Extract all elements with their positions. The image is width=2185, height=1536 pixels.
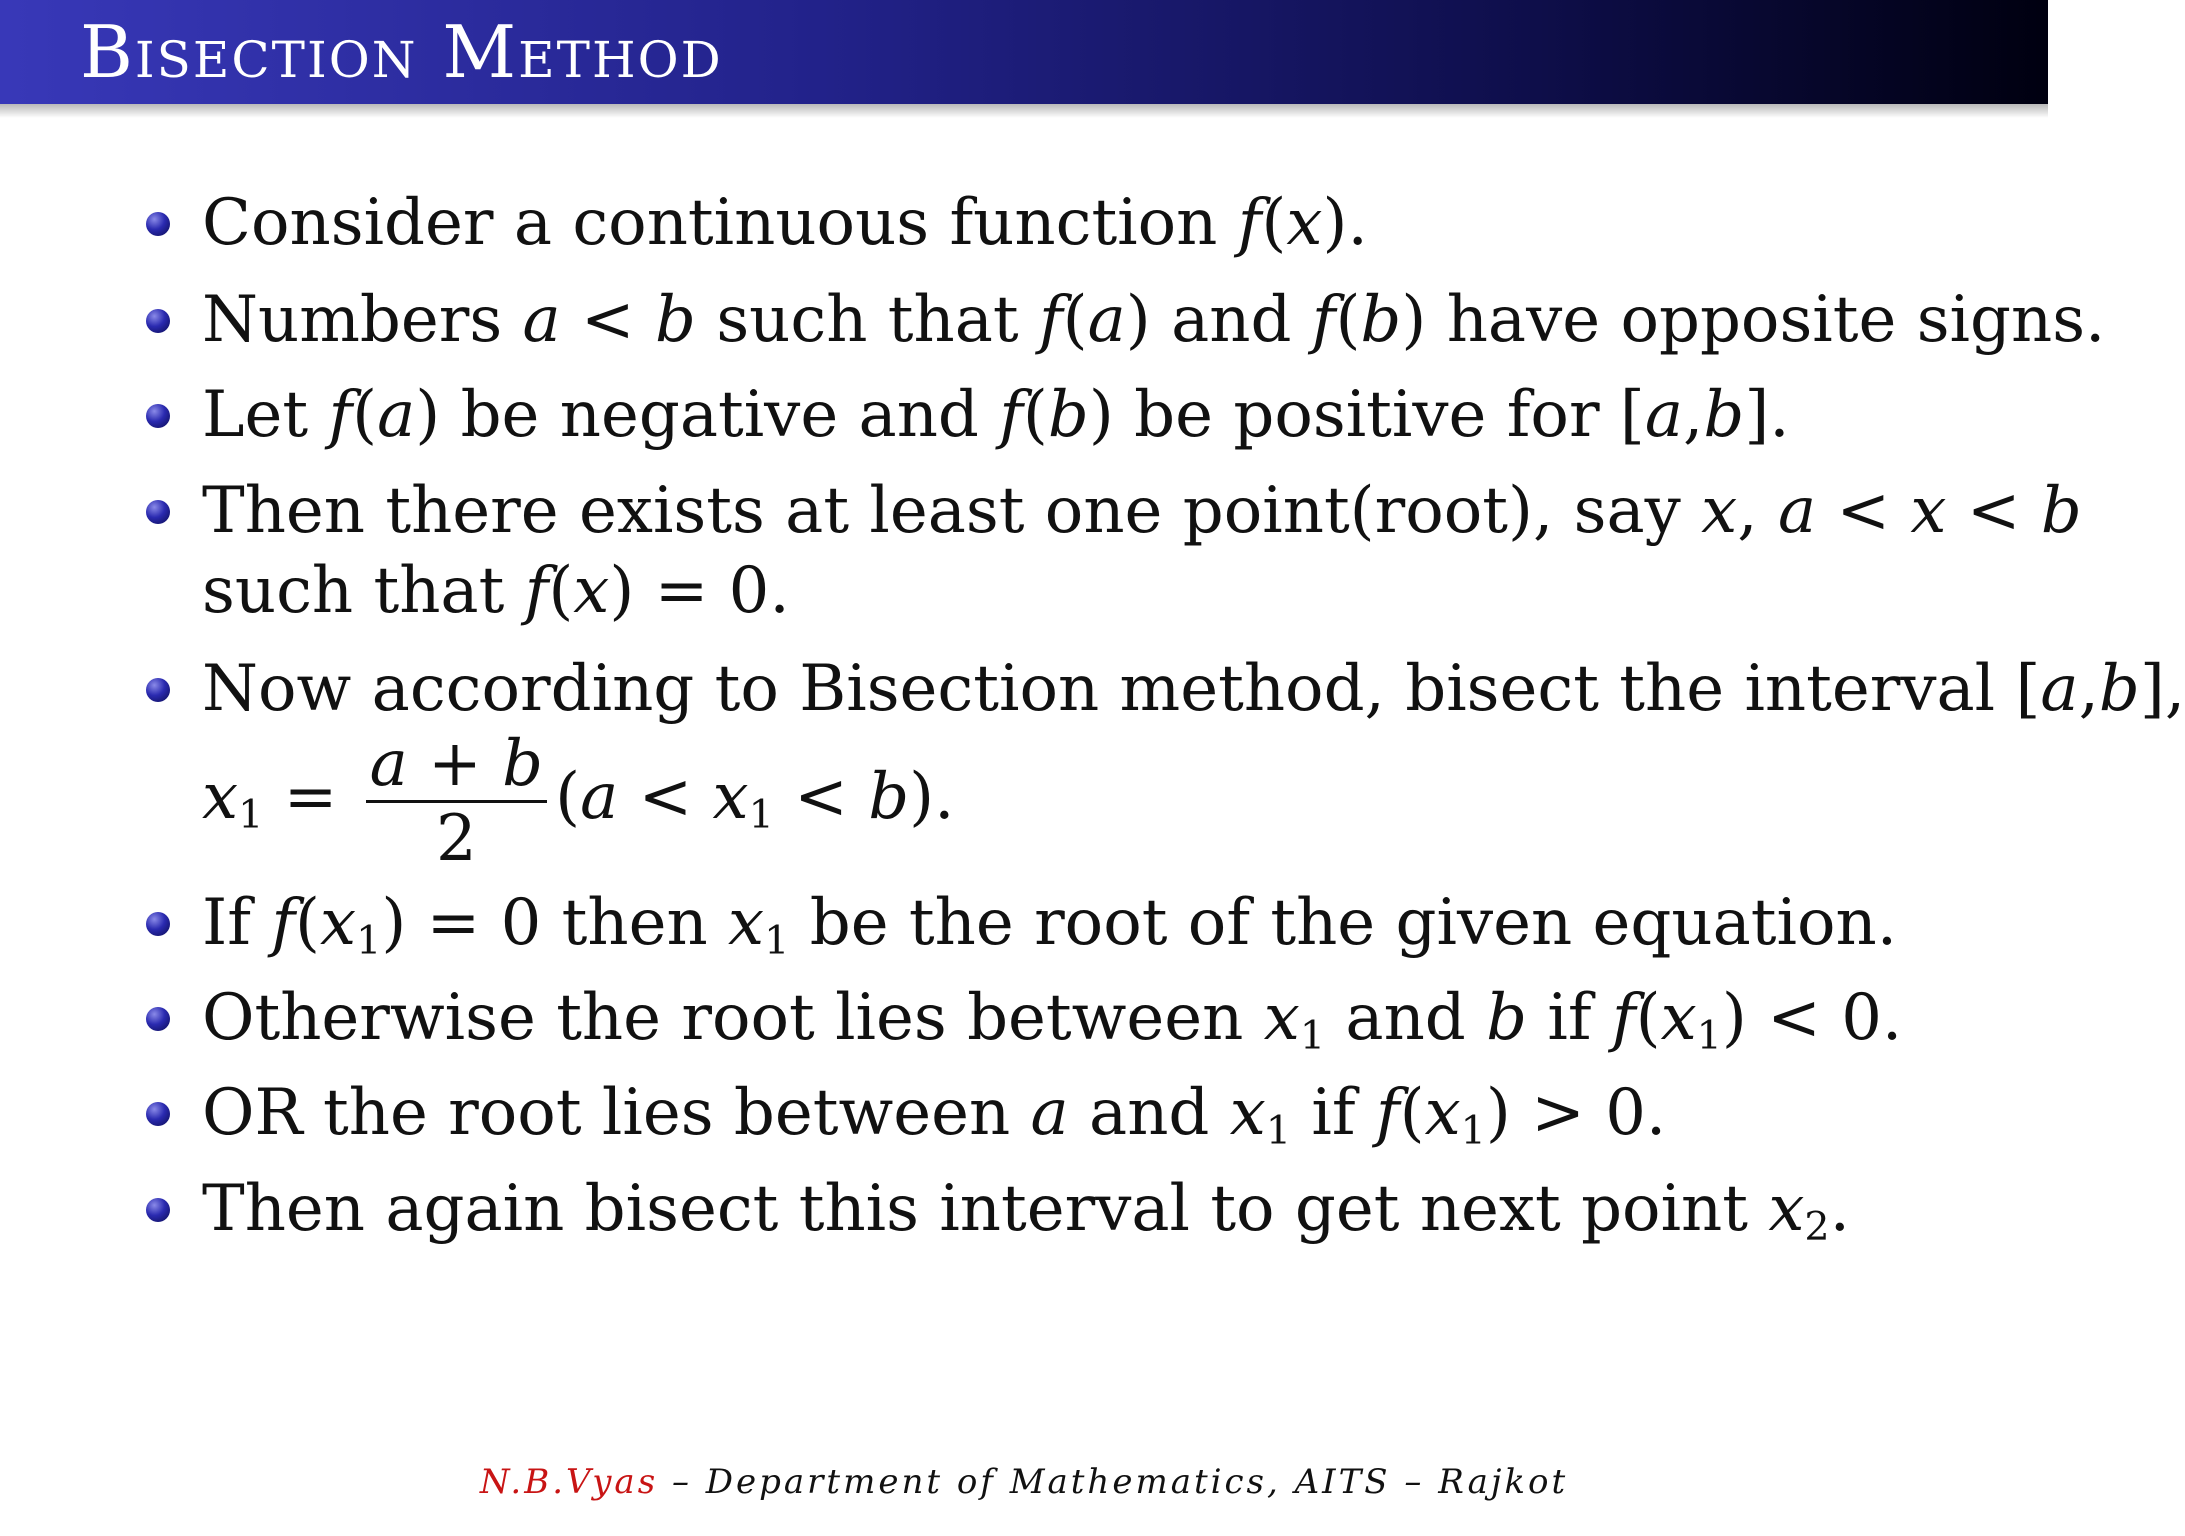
bullet-marker (146, 309, 170, 333)
math-a: a (580, 760, 619, 834)
text: If (202, 886, 251, 960)
bullet-marker (146, 404, 170, 428)
math-b: b (502, 727, 544, 801)
footer-department: Department of Mathematics, AITS (705, 1462, 1391, 1502)
text: ( (295, 886, 320, 960)
math-b: b (2040, 474, 2082, 548)
text: ( (352, 378, 378, 452)
math-eq: = (426, 886, 481, 960)
text: Numbers (202, 283, 503, 357)
math-subscript: 2 (1804, 1203, 1830, 1250)
math-x: x (1701, 474, 1738, 548)
text: ( (1399, 1076, 1425, 1150)
text: have opposite signs. (1446, 283, 2106, 357)
text: ). (909, 760, 955, 834)
bullet-marker (146, 212, 170, 236)
math-f: f (1038, 283, 1063, 357)
math-x: x (1286, 186, 1323, 260)
bullet-item-5 (202, 649, 2185, 729)
math-f: f (1375, 1076, 1400, 1150)
text: , (1683, 378, 1704, 452)
text: be the root of the given equation. (809, 886, 1898, 960)
math-subscript: 1 (356, 917, 382, 964)
text: if (1547, 981, 1592, 1055)
math-gt: > (1531, 1076, 1585, 1150)
math-f: f (328, 378, 353, 452)
bullet-item-8 (202, 1073, 1666, 1153)
slide-title: Bisection Method (80, 10, 723, 94)
math-eq: = (283, 760, 338, 834)
math-f: f (999, 378, 1023, 452)
math-b: b (1360, 283, 1402, 357)
text: , (1737, 474, 1758, 548)
math-subscript: 1 (748, 791, 774, 838)
bullet-marker (146, 1198, 170, 1222)
math-x: x (712, 760, 749, 834)
math-lt: < (1966, 474, 2021, 548)
slide-footer (0, 1462, 2048, 1502)
text: 0. (1605, 1076, 1667, 1150)
math-lt: < (794, 760, 848, 834)
text: ( (555, 760, 581, 834)
math-x: x (319, 886, 357, 960)
math-a: a (1777, 474, 1817, 548)
math-a: a (377, 378, 416, 452)
text: OR the root lies between (202, 1076, 1011, 1150)
math-a: a (369, 727, 408, 801)
math-plus: + (428, 727, 482, 801)
math-b: b (2098, 652, 2140, 726)
text: 0. (1841, 981, 1903, 1055)
math-a: a (2040, 652, 2079, 726)
bullet-item-4 (202, 471, 2082, 551)
text: ( (548, 554, 574, 628)
text: ( (1261, 186, 1287, 260)
bullet-item-7 (202, 978, 1902, 1058)
text: ( (1635, 981, 1661, 1055)
fraction-denominator: 2 (436, 802, 477, 876)
math-lt: < (581, 283, 635, 357)
math-a: a (1030, 1076, 1069, 1150)
math-f: f (271, 886, 295, 960)
bullet-item-3 (202, 375, 1790, 455)
fraction-numerator (366, 728, 547, 800)
text: ]. (1744, 378, 1790, 452)
text: ) (1401, 283, 1427, 357)
math-eq: = (654, 554, 709, 628)
bullet-item-9 (202, 1169, 1850, 1249)
text: 0 then (500, 886, 708, 960)
text: be positive for (1134, 378, 1600, 452)
math-b: b (1486, 981, 1528, 1055)
text: ) (1088, 378, 1114, 452)
text: ) (1125, 283, 1151, 357)
text: and (1345, 981, 1466, 1055)
math-a: a (522, 283, 561, 357)
bullet-marker (146, 1102, 170, 1126)
bullet-item-2 (202, 280, 2105, 360)
bullet-item-4-line-2 (202, 551, 790, 631)
math-x: x (573, 554, 610, 628)
footer-author: N.B.Vyas (479, 1462, 659, 1502)
text: if (1311, 1076, 1356, 1150)
text: ], (2139, 652, 2185, 726)
text: ). (1322, 186, 1368, 260)
text: ) (415, 378, 441, 452)
text: [ (1619, 378, 1645, 452)
bullet-item-6 (202, 883, 1897, 963)
math-a: a (1644, 378, 1683, 452)
fraction (366, 728, 547, 875)
math-x: x (1424, 1076, 1461, 1150)
math-f: f (1237, 186, 1262, 260)
text: ) (1485, 1076, 1511, 1150)
math-x: x (728, 886, 765, 960)
bullet-marker (146, 500, 170, 524)
footer-city: Rajkot (1438, 1462, 1569, 1502)
math-b: b (1047, 378, 1089, 452)
text: ) (381, 886, 407, 960)
text: and (1171, 283, 1292, 357)
math-subscript: 1 (1265, 1107, 1292, 1154)
math-lt: < (1836, 474, 1891, 548)
text: Then there exists at least one point(root), say (202, 474, 1681, 548)
text: such that (202, 554, 505, 628)
math-subscript: 1 (1460, 1107, 1486, 1154)
math-f: f (1611, 981, 1636, 1055)
math-x: x (1660, 981, 1697, 1055)
math-f: f (524, 554, 549, 628)
text: , (2078, 652, 2099, 726)
text: 0. (728, 554, 790, 628)
text: Now according to Bisection method, bisect the interval (202, 652, 1996, 726)
math-x: x (1910, 474, 1947, 548)
text: ) (609, 554, 635, 628)
math-b: b (655, 283, 696, 357)
math-lt: < (1767, 981, 1821, 1055)
text: Then again bisect this interval to get next point (202, 1172, 1748, 1246)
math-x: x (1263, 981, 1300, 1055)
math-b: b (1703, 378, 1745, 452)
text: Let (202, 378, 309, 452)
math-x: x (1229, 1076, 1266, 1150)
bullet-item-1 (202, 183, 1368, 263)
bullet-marker (146, 912, 170, 936)
math-subscript: 1 (764, 917, 790, 964)
text: Otherwise the root lies between (202, 981, 1244, 1055)
text: ( (1062, 283, 1088, 357)
math-a: a (1087, 283, 1126, 357)
bullet-marker (146, 1007, 170, 1031)
text: and (1089, 1076, 1210, 1150)
math-f: f (1311, 283, 1336, 357)
bullet-marker (146, 678, 170, 702)
text: such that (716, 283, 1019, 357)
text: ( (1335, 283, 1361, 357)
text: ( (1022, 378, 1048, 452)
text: . (1829, 1172, 1850, 1246)
footer-separator: – (671, 1462, 692, 1502)
text: ) (1721, 981, 1747, 1055)
math-subscript: 1 (1696, 1012, 1722, 1059)
math-x: x (202, 760, 239, 834)
text: [ (2015, 652, 2041, 726)
math-x: x (1768, 1172, 1805, 1246)
footer-separator: – (1404, 1462, 1425, 1502)
math-b: b (868, 760, 910, 834)
math-lt: < (638, 760, 693, 834)
bullet-item-5-formula (202, 728, 954, 875)
math-subscript: 1 (1299, 1012, 1326, 1059)
text: be negative and (460, 378, 979, 452)
text: Consider a continuous function (202, 186, 1218, 260)
math-subscript: 1 (238, 791, 264, 838)
